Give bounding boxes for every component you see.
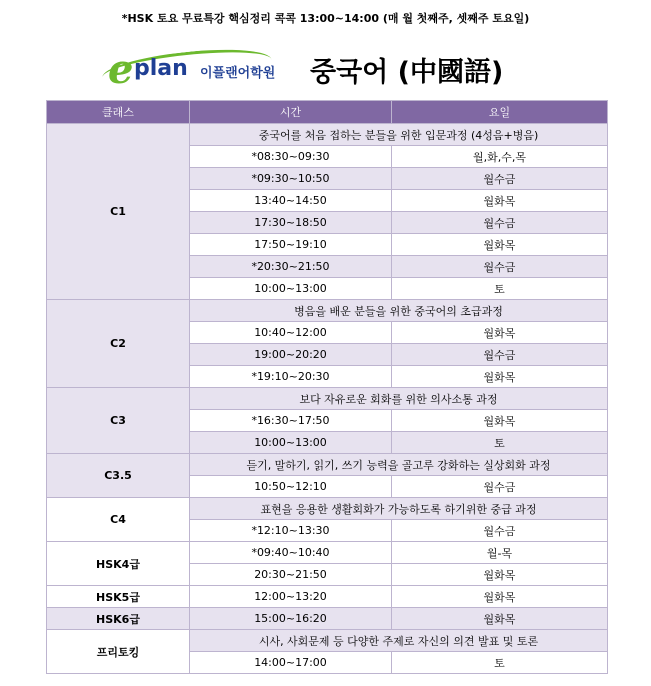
time-cell: 20:30~21:50 [190,564,392,586]
days-cell: 월화목 [392,586,608,608]
header-class: 클래스 [47,101,190,124]
header-days: 요일 [392,101,608,124]
class-description-row [47,388,608,410]
days-cell: 월화목 [392,366,608,388]
table-row [47,608,608,630]
class-name-cell: 프리토킹 [47,630,190,674]
class-name-cell: C2 [47,300,190,388]
page-title: 중국어 (中國語) [310,57,504,88]
days-cell: 월수금 [392,520,608,542]
time-cell: *19:10~20:30 [190,366,392,388]
class-name-cell: C3 [47,388,190,454]
class-name-cell: HSK5급 [47,586,190,608]
days-cell: 월화목 [392,608,608,630]
time-cell: *09:30~10:50 [190,168,392,190]
class-description: 듣기, 말하기, 읽기, 쓰기 능력을 골고루 강화하는 실상회화 과정 [190,454,608,476]
days-cell: 토 [392,652,608,674]
time-cell: *09:40~10:40 [190,542,392,564]
days-cell: 월수금 [392,212,608,234]
days-cell: 월수금 [392,476,608,498]
days-cell: 월수금 [392,256,608,278]
time-cell: 12:00~13:20 [190,586,392,608]
class-description-row [47,630,608,652]
time-cell: 19:00~20:20 [190,344,392,366]
class-description: 병음을 배운 분들을 위한 중국어의 초급과정 [190,300,608,322]
time-cell: 17:30~18:50 [190,212,392,234]
class-name-cell: C3.5 [47,454,190,498]
class-description-row [47,124,608,146]
time-cell: *08:30~09:30 [190,146,392,168]
time-cell: *12:10~13:30 [190,520,392,542]
time-cell: 10:00~13:00 [190,432,392,454]
class-description-row [47,498,608,520]
time-cell: 10:50~12:10 [190,476,392,498]
table-row [47,586,608,608]
days-cell: 월-목 [392,542,608,564]
days-cell: 토 [392,278,608,300]
class-description: 보다 자유로운 회화를 위한 의사소통 과정 [190,388,608,410]
time-cell: 10:00~13:00 [190,278,392,300]
days-cell: 월화목 [392,234,608,256]
class-name-cell: HSK4급 [47,542,190,586]
table-header-row [47,101,608,124]
logo-e-letter: e [108,46,134,93]
class-name-cell: HSK6급 [47,608,190,630]
schedule-body [47,124,608,674]
time-cell: *16:30~17:50 [190,410,392,432]
schedule-table [46,100,608,674]
free-lecture-notice: *HSK 토요 무료특강 핵심정리 콕콕 13:00~14:00 (매 월 첫째주, 셋째주 토요일) [121,12,530,25]
days-cell: 월수금 [392,344,608,366]
time-cell: 10:40~12:00 [190,322,392,344]
class-description: 시사, 사회문제 등 다양한 주제로 자신의 의견 발표 및 토론 [190,630,608,652]
logo-plan-text: plan [134,56,188,81]
days-cell: 월화목 [392,322,608,344]
table-row [47,542,608,564]
logo-academy-name: 이플랜어학원 [200,66,276,81]
days-cell: 월수금 [392,168,608,190]
time-cell: 15:00~16:20 [190,608,392,630]
time-cell: *20:30~21:50 [190,256,392,278]
days-cell: 월화목 [392,564,608,586]
header-time: 시간 [190,101,392,124]
class-description-row [47,454,608,476]
class-description-row [47,300,608,322]
class-description: 중국어를 처음 접하는 분들을 위한 입문과정 (4성음+병음) [190,124,608,146]
time-cell: 14:00~17:00 [190,652,392,674]
time-cell: 13:40~14:50 [190,190,392,212]
days-cell: 월,화,수,목 [392,146,608,168]
class-description: 표현을 응용한 생활회화가 가능하도록 하기위한 중급 과정 [190,498,608,520]
days-cell: 토 [392,432,608,454]
class-name-cell: C1 [47,124,190,300]
class-name-cell: C4 [47,498,190,542]
days-cell: 월화목 [392,190,608,212]
time-cell: 17:50~19:10 [190,234,392,256]
days-cell: 월화목 [392,410,608,432]
header-row [0,46,651,96]
